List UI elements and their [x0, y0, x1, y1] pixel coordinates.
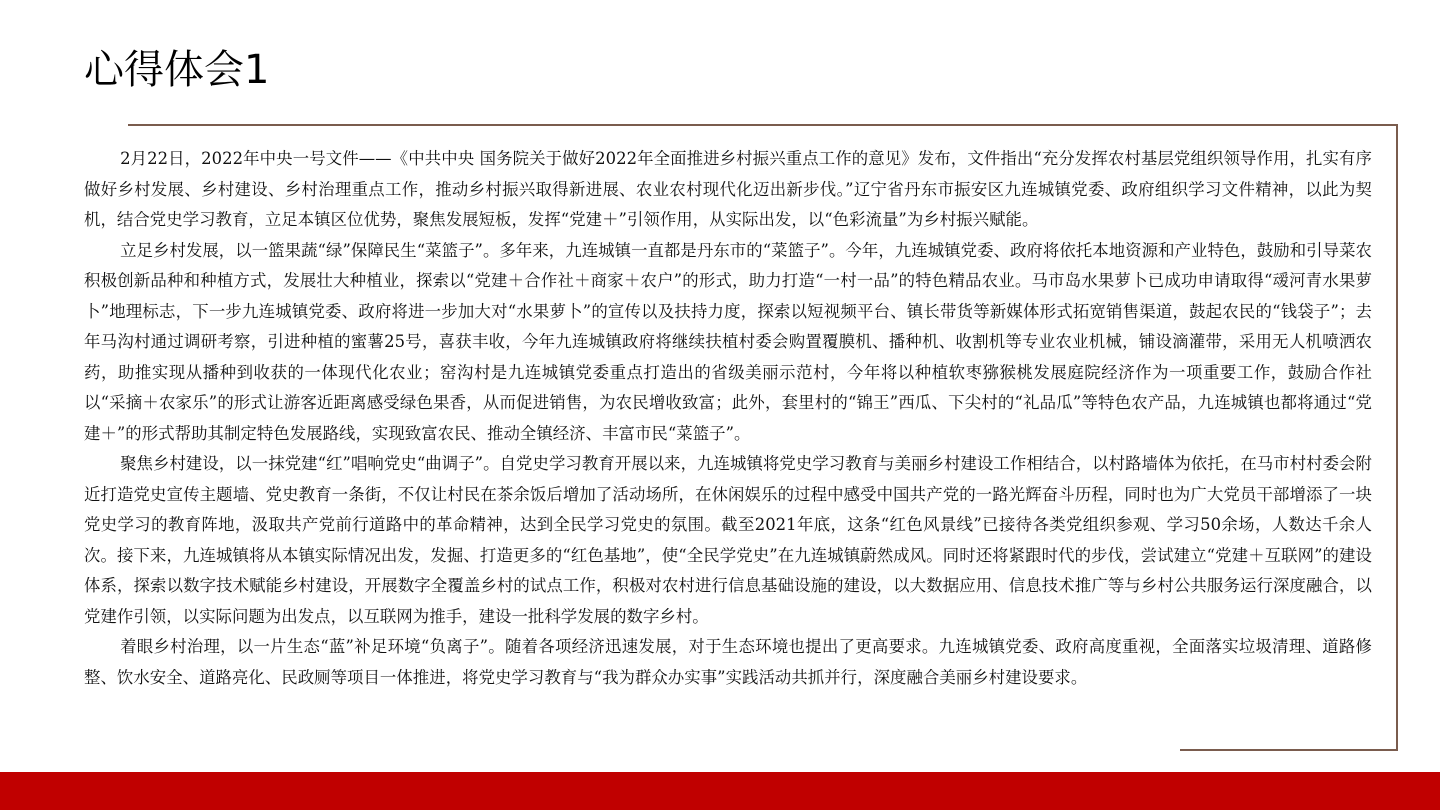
- footer-bar: [0, 772, 1440, 810]
- body-text: [84, 144, 1372, 774]
- frame-right-border: [1396, 124, 1398, 751]
- paragraph-intro: 2月22日，2022年中央一号文件——《中共中央 国务院关于做好2022年全面推进乡村振兴重点工作的意见》发布，文件指出“充分发挥农村基层党组织领导作用，扎实有序做好乡村发展、乡村建设、乡村治理重点工作，推动乡村振兴取得新进展、农业农村现代化迈出新步伐。”辽宁省丹东市振安区九连城镇党委、政府组织学习文件精神，以此为契机，结合党史学习教育，立足本镇区位优势，聚焦发展短板，发挥“党建＋”引领作用，从实际出发，以“色彩流量”为乡村振兴赋能。: [84, 149, 1372, 229]
- frame-top-border: [128, 124, 1398, 126]
- paragraph-rural-construction: 聚焦乡村建设，以一抹党建“红”唱响党史“曲调子”。自党史学习教育开展以来，九连城镇将党史学习教育与美丽乡村建设工作相结合，以村路墙体为依托，在马市村村委会附近打造党史宣传主题墙、党史教育一条街，不仅让村民在茶余饭后增加了活动场所，在休闲娱乐的过程中感受中国共产党的一路光辉奋斗历程，同时也为广大党员干部增添了一块党史学习的教育阵地，汲取共产党前行道路中的革命精神，达到全民学习党史的氛围。截至2021年底，这条“红色风景线”已接待各类党组织参观、学习50余场，人数达千余人次。接下来，九连城镇将从本镇实际情况出发，发掘、打造更多的“红色基地”，使“全民学党史”在九连城镇蔚然成风。同时还将紧跟时代的步伐，尝试建立“党建＋互联网”的建设体系，探索以数字技术赋能乡村建设，开展数字全覆盖乡村的试点工作，积极对农村进行信息基础设施的建设，以大数据应用、信息技术推广等与乡村公共服务运行深度融合，以党建作引领，以实际问题为出发点，以互联网为推手，建设一批科学发展的数字乡村。: [84, 454, 1372, 626]
- paragraph-rural-governance: 着眼乡村治理，以一片生态“蓝”补足环境“负离子”。随着各项经济迅速发展，对于生态环境也提出了更高要求。九连城镇党委、政府高度重视，全面落实垃圾清理、道路修整、饮水安全、道路亮化、民政厕等项目一体推进，将党史学习教育与“我为群众办实事”实践活动共抓并行，深度融合美丽乡村建设要求。: [84, 637, 1372, 687]
- paragraph-rural-development: 立足乡村发展，以一篮果蔬“绿”保障民生“菜篮子”。多年来，九连城镇一直都是丹东市的“菜篮子”。今年，九连城镇党委、政府将依托本地资源和产业特色，鼓励和引导菜农积极创新品种和种植方式，发展壮大种植业，探索以“党建＋合作社＋商家＋农户”的形式，助力打造“一村一品”的特色精品农业。马市岛水果萝卜已成功申请取得“叆河青水果萝卜”地理标志，下一步九连城镇党委、政府将进一步加大对“水果萝卜”的宣传以及扶持力度，探索以短视频平台、镇长带货等新媒体形式拓宽销售渠道，鼓起农民的“钱袋子”；去年马沟村通过调研考察，引进种植的蜜薯25号，喜获丰收，今年九连城镇政府将继续扶植村委会购置覆膜机、播种机、收割机等专业农业机械，铺设滴灌带，采用无人机喷洒农药，助推实现从播种到收获的一体现代化农业；窑沟村是九连城镇党委重点打造出的省级美丽示范村，今年将以种植软枣猕猴桃发展庭院经济作为一项重要工作，鼓励合作社以“采摘＋农家乐”的形式让游客近距离感受绿色果香，从而促进销售，为农民增收致富；此外，套里村的“锦王”西瓜、下尖村的“礼品瓜”等特色农产品，九连城镇也都将通过“党建＋”的形式帮助其制定特色发展路线，实现致富农民、推动全镇经济、丰富市民“菜篮子”。: [84, 240, 1372, 443]
- slide-title: 心得体会1: [84, 47, 270, 93]
